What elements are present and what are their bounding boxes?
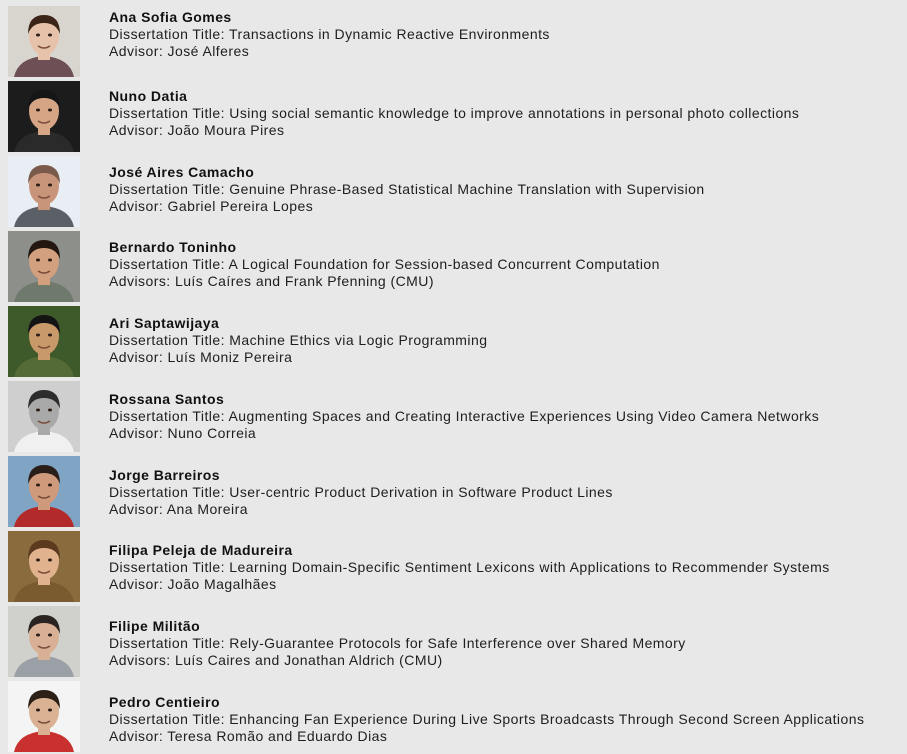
student-photo xyxy=(8,156,80,227)
advisor-line: Advisor: João Moura Pires xyxy=(109,122,285,138)
dissertation-title: Dissertation Title: Learning Domain-Specific Sentiment Lexicons with Applications to Recommender Systems xyxy=(109,559,830,575)
portrait-image xyxy=(8,531,80,602)
portrait-image xyxy=(8,606,80,677)
student-info xyxy=(109,694,864,745)
advisor-line: Advisor: Luís Moniz Pereira xyxy=(109,349,293,365)
student-info xyxy=(109,88,799,139)
dissertation-title: Dissertation Title: Machine Ethics via Logic Programming xyxy=(109,332,488,348)
student-info xyxy=(109,315,487,366)
advisor-line: Advisor: Gabriel Pereira Lopes xyxy=(109,198,314,214)
student-info xyxy=(109,239,660,290)
student-photo xyxy=(8,606,80,677)
portrait-image xyxy=(8,306,80,377)
student-photo xyxy=(8,306,80,377)
advisor-line: Advisor: Teresa Romão and Eduardo Dias xyxy=(109,728,388,744)
student-photo xyxy=(8,531,80,602)
advisor-line: Advisor: José Alferes xyxy=(109,43,250,59)
student-photo xyxy=(8,381,80,452)
advisor-line: Advisor: Nuno Correia xyxy=(109,425,257,441)
portrait-image xyxy=(8,81,80,152)
portrait-image xyxy=(8,456,80,527)
portrait-image xyxy=(8,681,80,752)
student-name: Bernardo Toninho xyxy=(109,239,237,255)
dissertation-title: Dissertation Title: User-centric Product Derivation in Software Product Lines xyxy=(109,484,613,500)
student-name: José Aires Camacho xyxy=(109,164,255,180)
dissertation-title: Dissertation Title: Transactions in Dynamic Reactive Environments xyxy=(109,26,550,42)
dissertation-title: Dissertation Title: Enhancing Fan Experience During Live Sports Broadcasts Through Second Screen Applications xyxy=(109,711,865,727)
student-photo xyxy=(8,681,80,752)
student-name: Filipa Peleja de Madureira xyxy=(109,542,293,558)
advisor-line: Advisors: Luís Caíres and Frank Pfenning (CMU) xyxy=(109,273,434,289)
student-info xyxy=(109,164,705,215)
advisor-line: Advisor: Ana Moreira xyxy=(109,501,248,517)
dissertation-title: Dissertation Title: Using social semantic knowledge to improve annotations in personal photo collections xyxy=(109,105,800,121)
student-info xyxy=(109,542,830,593)
student-info xyxy=(109,391,819,442)
student-name: Nuno Datia xyxy=(109,88,188,104)
dissertation-title: Dissertation Title: A Logical Foundation for Session-based Concurrent Computation xyxy=(109,256,660,272)
student-name: Ana Sofia Gomes xyxy=(109,9,232,25)
advisor-line: Advisor: João Magalhães xyxy=(109,576,277,592)
student-name: Rossana Santos xyxy=(109,391,225,407)
student-photo xyxy=(8,456,80,527)
student-photo xyxy=(8,81,80,152)
student-info xyxy=(109,618,686,669)
portrait-image xyxy=(8,156,80,227)
dissertation-title: Dissertation Title: Rely-Guarantee Protocols for Safe Interference over Shared Memory xyxy=(109,635,686,651)
advisor-line: Advisors: Luís Caires and Jonathan Aldrich (CMU) xyxy=(109,652,443,668)
portrait-image xyxy=(8,231,80,302)
portrait-image xyxy=(8,381,80,452)
student-name: Ari Saptawijaya xyxy=(109,315,220,331)
student-name: Filipe Militão xyxy=(109,618,201,634)
dissertation-title: Dissertation Title: Genuine Phrase-Based Statistical Machine Translation with Supervision xyxy=(109,181,705,197)
student-name: Jorge Barreiros xyxy=(109,467,221,483)
student-info xyxy=(109,467,613,518)
student-photo xyxy=(8,231,80,302)
dissertation-title: Dissertation Title: Augmenting Spaces and Creating Interactive Experiences Using Video Camera Networks xyxy=(109,408,820,424)
student-name: Pedro Centieiro xyxy=(109,694,220,710)
